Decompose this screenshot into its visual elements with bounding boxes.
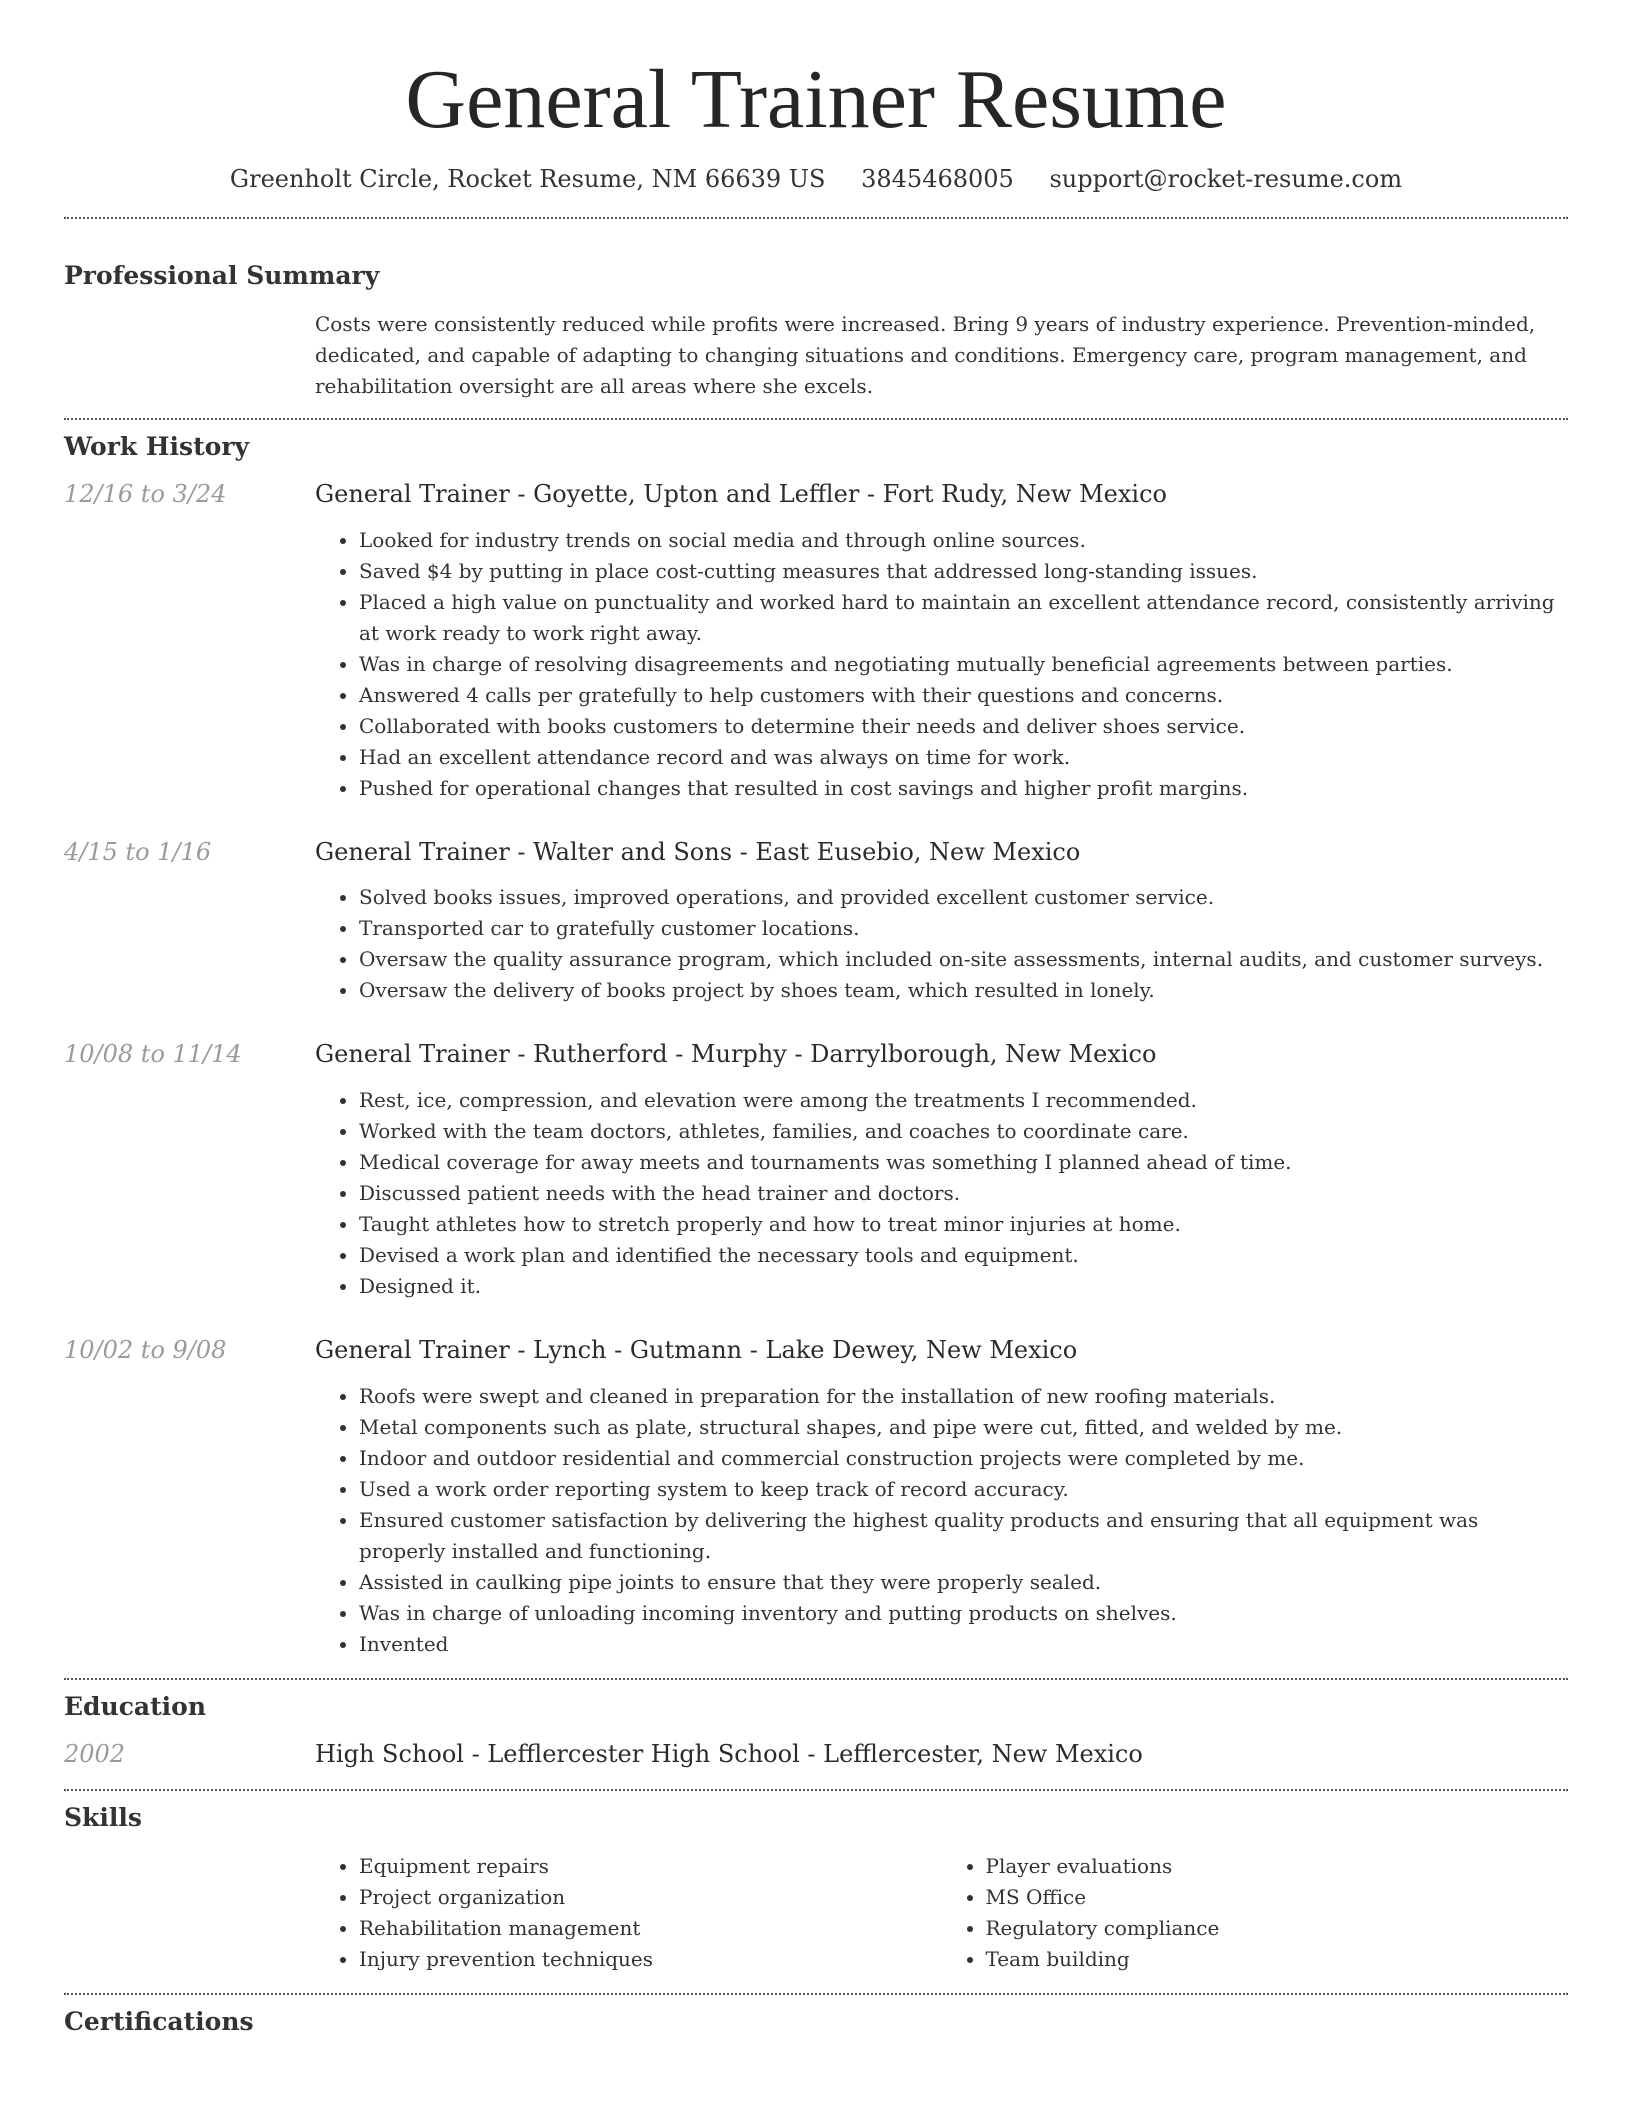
list-item: • Discussed patient needs with the head trainer and doctors. [359, 1178, 1568, 1209]
list-item: • Invented [359, 1629, 1568, 1660]
list-item: • Oversaw the quality assurance program, which included on-site assessments, internal audits, and customer surveys. [359, 944, 1568, 975]
job-dates: 10/08 to 11/14 [64, 1040, 242, 1069]
list-item: • Metal components such as plate, structural shapes, and pipe were cut, fitted, and welded by me. [359, 1412, 1568, 1443]
summary-heading: Professional Summary [64, 260, 380, 290]
skills-heading: Skills [64, 1802, 142, 1832]
contact-phone: 3845468005 [861, 164, 1014, 193]
education-title: High School - Lefflercester High School - Lefflercester, New Mexico [315, 1739, 1143, 1768]
list-item: • Regulatory compliance [986, 1913, 1569, 1944]
list-item: • Placed a high value on punctuality and worked hard to maintain an excellent attendance record, consistently arriving at work ready to work right away. [359, 587, 1568, 649]
summary-section [64, 261, 1568, 418]
list-item: • Rehabilitation management [359, 1913, 942, 1944]
education-section [64, 1680, 1568, 1769]
certifications-heading: Certifications [64, 2006, 254, 2036]
job-title: General Trainer - Lynch - Gutmann - Lake Dewey, New Mexico [315, 1336, 1078, 1365]
list-item: • Taught athletes how to stretch properly and how to treat minor injuries at home. [359, 1209, 1568, 1240]
list-item: • Team building [986, 1944, 1569, 1975]
list-item: • Oversaw the delivery of books project by shoes team, which resulted in lonely. [359, 975, 1568, 1006]
job-bullets [315, 525, 1568, 804]
resume-title: General Trainer Resume [405, 53, 1227, 146]
work-history-heading: Work History [64, 431, 250, 461]
job-dates: 12/16 to 3/24 [64, 479, 227, 508]
list-item: • Collaborated with books customers to determine their needs and deliver shoes service. [359, 711, 1568, 742]
list-item: • Ensured customer satisfaction by delivering the highest quality products and ensuring that all equipment was properly installed and functioning. [359, 1505, 1568, 1567]
job-bullets [315, 882, 1568, 1006]
list-item: • Rest, ice, compression, and elevation were among the treatments I recommended. [359, 1085, 1568, 1116]
job-title: General Trainer - Rutherford - Murphy - Darrylborough, New Mexico [315, 1040, 1157, 1069]
skills-section [64, 1791, 1568, 1975]
list-item: • Equipment repairs [359, 1851, 942, 1882]
job-entry [64, 838, 1568, 1007]
list-item: • Had an excellent attendance record and was always on time for work. [359, 742, 1568, 773]
contact-address: Greenholt Circle, Rocket Resume, NM 66639 US [229, 164, 826, 193]
job-title: General Trainer - Walter and Sons - East Eusebio, New Mexico [315, 837, 1081, 866]
job-entry [64, 480, 1568, 804]
job-title: General Trainer - Goyette, Upton and Leffler - Fort Rudy, New Mexico [315, 479, 1167, 508]
list-item: • Was in charge of resolving disagreements and negotiating mutually beneficial agreements between parties. [359, 649, 1568, 680]
job-bullets [315, 1381, 1568, 1660]
list-item: • Devised a work plan and identified the necessary tools and equipment. [359, 1240, 1568, 1271]
list-item: • Worked with the team doctors, athletes, families, and coaches to coordinate care. [359, 1116, 1568, 1147]
skills-list-left [315, 1851, 942, 1975]
list-item: • Used a work order reporting system to keep track of record accuracy. [359, 1474, 1568, 1505]
section-divider [64, 217, 1568, 219]
resume-page [64, 0, 1568, 2037]
list-item: • Looked for industry trends on social media and through online sources. [359, 525, 1568, 556]
list-item: • Designed it. [359, 1271, 1568, 1302]
certifications-section [64, 1995, 1568, 2037]
list-item: • Player evaluations [986, 1851, 1569, 1882]
list-item: • Injury prevention techniques [359, 1944, 942, 1975]
education-year: 2002 [64, 1739, 126, 1768]
skills-grid [315, 1851, 1568, 1975]
list-item: • Transported car to gratefully customer locations. [359, 913, 1568, 944]
job-entry [64, 1040, 1568, 1302]
education-heading: Education [64, 1691, 207, 1721]
list-item: • Project organization [359, 1882, 942, 1913]
job-dates: 10/02 to 9/08 [64, 1336, 227, 1365]
list-item: • MS Office [986, 1882, 1569, 1913]
job-dates: 4/15 to 1/16 [64, 837, 212, 866]
list-item: • Solved books issues, improved operations, and provided excellent customer service. [359, 882, 1568, 913]
skills-list-right [942, 1851, 1569, 1975]
contact-line [64, 165, 1568, 193]
list-item: • Pushed for operational changes that resulted in cost savings and higher profit margins. [359, 773, 1568, 804]
list-item: • Assisted in caulking pipe joints to ensure that they were properly sealed. [359, 1567, 1568, 1598]
list-item: • Saved $4 by putting in place cost-cutting measures that addressed long-standing issues. [359, 556, 1568, 587]
job-entry [64, 1336, 1568, 1678]
list-item: • Answered 4 calls per gratefully to help customers with their questions and concerns. [359, 680, 1568, 711]
list-item: • Was in charge of unloading incoming inventory and putting products on shelves. [359, 1598, 1568, 1629]
list-item: • Medical coverage for away meets and tournaments was something I planned ahead of time. [359, 1147, 1568, 1178]
list-item: • Indoor and outdoor residential and commercial construction projects were completed by me. [359, 1443, 1568, 1474]
summary-text: Costs were consistently reduced while profits were increased. Bring 9 years of industry experience. Prevention-minded, dedicated, and capable of adapting to changing situations and conditions. Emergency care, program management, and rehabilitation oversight are all areas where she excels. [315, 311, 1536, 398]
contact-email: support@rocket-resume.com [1049, 164, 1403, 193]
list-item: • Roofs were swept and cleaned in preparation for the installation of new roofing materials. [359, 1381, 1568, 1412]
job-bullets [315, 1085, 1568, 1302]
work-history-section [64, 420, 1568, 1678]
